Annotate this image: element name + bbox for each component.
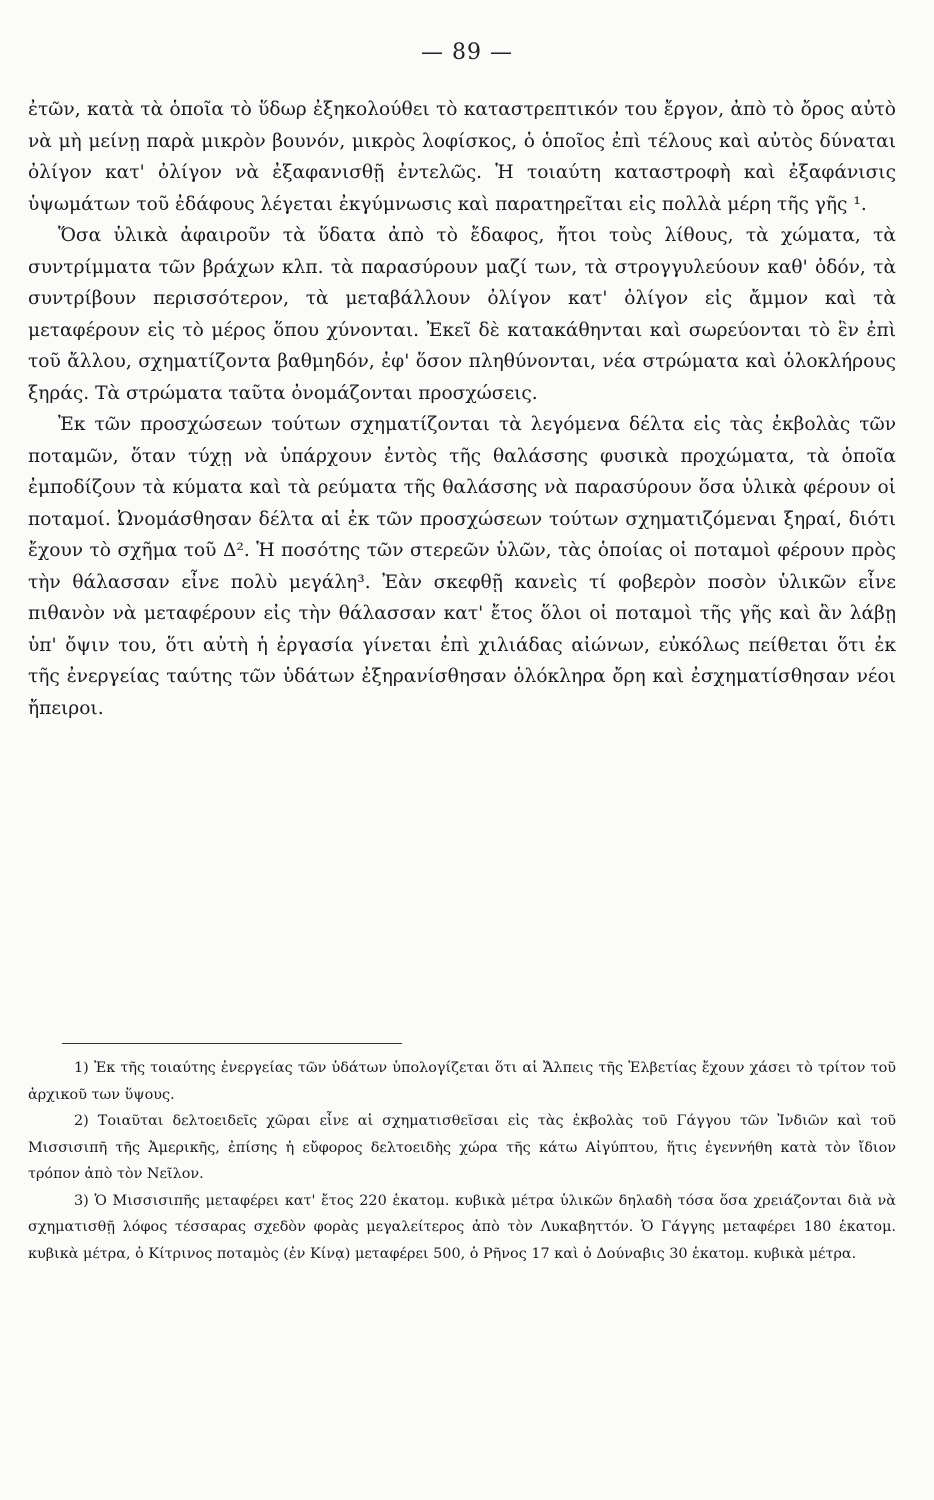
paragraph-1: ἐτῶν, κατὰ τὰ ὁποῖα τὸ ὕδωρ ἐξηκολούθει τὸ καταστρεπτικόν του ἔργον, ἀπὸ τὸ ὄρος αὐτὸ νὰ μὴ μείνῃ παρὰ μικρὸν βουνόν, μικρὸς λοφίσκος, ὁ ὁποῖος ἐπὶ τέλους καὶ αὐτὸς δύναται ὀλίγον κατ' ὀλίγον νὰ ἐξαφανισθῇ ἐντελῶς. Ἡ τοιαύτη καταστροφὴ καὶ ἐξαφάνισις ὑψωμάτων τοῦ ἐδάφους λέγεται ἐκγύμνωσις καὶ παρατηρεῖται εἰς πολλὰ μέρη τῆς γῆς ¹. [28,99,896,215]
paragraph-3: Ἐκ τῶν προσχώσεων τούτων σχηματίζονται τὰ λεγόμενα δέλτα εἰς τὰς ἐκβολὰς τῶν ποταμῶν, ὅταν τύχῃ νὰ ὑπάρχουν ἐντὸς τῆς θαλάσσης φυσικὰ προχώματα, τὰ ὁποῖα ἐμποδίζουν τὰ κύματα καὶ τὰ ρεύματα τῆς θαλάσσης νὰ παρασύρουν ὅσα ὑλικὰ φέρουν οἱ ποταμοί. Ὠνομάσθησαν δέλτα αἱ ἐκ τῶν προσχώσεων τούτων σχηματιζόμεναι ξηραί, διότι ἔχουν τὸ σχῆμα τοῦ Δ². Ἡ ποσότης τῶν στερεῶν ὑλῶν, τὰς ὁποίας οἱ ποταμοὶ φέρουν πρὸς τὴν θάλασσαν εἶνε πολὺ μεγάλη³. Ἐὰν σκεφθῇ κανεὶς τί φοβερὸν ποσὸν ὑλικῶν εἶνε πιθανὸν νὰ μεταφέρουν εἰς τὴν θάλασσαν κατ' ἔτος ὅλοι οἱ ποταμοὶ τῆς γῆς καὶ ἂν λάβῃ ὑπ' ὄψιν του, ὅτι αὐτὴ ἡ ἐργασία γίνεται ἐπὶ χιλιάδας αἰώνων, εὐκόλως πείθεται ὅτι ἐκ τῆς ἐνεργείας ταύτης τῶν ὑδάτων ἐξηρανίσθησαν ὁλόκληρα ὄρη καὶ ἐσχηματίσθησαν νέοι ἤπειροι. [28,414,896,719]
footnote-2: 2) Τοιαῦται δελτοειδεῖς χῶραι εἶνε αἱ σχηματισθεῖσαι εἰς τὰς ἐκβολὰς τοῦ Γάγγου τῶν Ἰνδιῶν καὶ τοῦ Μισσισιπῆ τῆς Ἀμερικῆς, ἐπίσης ἡ εὔφορος δελτοειδὴς χώρα τῆς κάτω Αἰγύπτου, ἥτις ἐγεννήθη κατὰ τὸν ἴδιον τρόπον ἀπὸ τὸν Νεῖλον. [28,1113,896,1182]
main-text [28,94,896,724]
footnote-1: 1) Ἐκ τῆς τοιαύτης ἐνεργείας τῶν ὑδάτων ὑπολογίζεται ὅτι αἱ Ἄλπεις τῆς Ἑλβετίας ἔχουν χάσει τὸ τρίτον τοῦ ἀρχικοῦ των ὕψους. [28,1060,896,1103]
footnote-separator [62,1043,402,1044]
footnote-3: 3) Ὁ Μισσισιπῆς μεταφέρει κατ' ἔτος 220 ἑκατομ. κυβικὰ μέτρα ὑλικῶν δηλαδὴ τόσα ὅσα χρειάζονται διὰ νὰ σχηματισθῇ λόφος τέσσαρας σχεδὸν φορὰς μεγαλείτερος ἀπὸ τὸν Λυκαβηττόν. Ὁ Γάγγης μεταφέρει 180 ἑκατομ. κυβικὰ μέτρα, ὁ Κίτρινος ποταμὸς (ἐν Κίνᾳ) μεταφέρει 500, ὁ Ρῆνος 17 καὶ ὁ Δούναβις 30 ἑκατομ. κυβικὰ μέτρα. [28,1192,896,1262]
paragraph-2: Ὅσα ὑλικὰ ἀφαιροῦν τὰ ὕδατα ἀπὸ τὸ ἔδαφος, ἤτοι τοὺς λίθους, τὰ χώματα, τὰ συντρίμματα τῶν βράχων κλπ. τὰ παρασύρουν μαζί των, τὰ στρογγυλεύουν καθ' ὁδόν, τὰ συντρίβουν περισσότερον, τὰ μεταβάλλουν ὀλίγον κατ' ὀλίγον εἰς ἄμμον καὶ τὰ μεταφέρουν εἰς τὸ μέρος ὅπου χύνονται. Ἐκεῖ δὲ κατακάθηνται καὶ σωρεύονται τὸ ἓν ἐπὶ τοῦ ἄλλου, σχηματίζοντα βαθμηδόν, ἐφ' ὅσον πληθύνονται, νέα στρώματα καὶ ὁλοκλήρους ξηράς. Τὰ στρώματα ταῦτα ὀνομάζονται προσχώσεις. [28,225,896,404]
footnotes [28,1055,896,1267]
page-number: — 89 — [421,40,513,65]
